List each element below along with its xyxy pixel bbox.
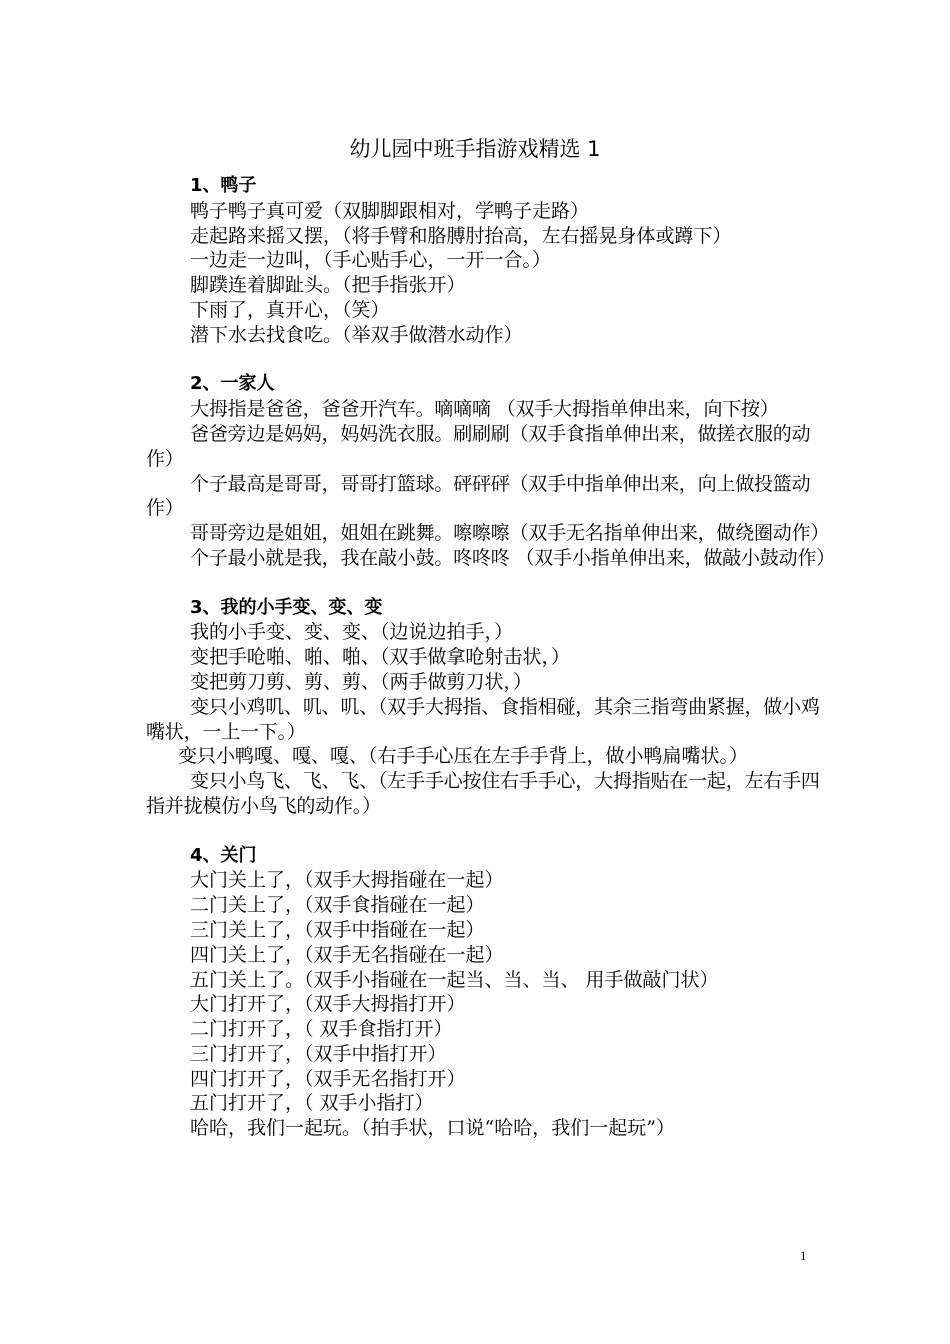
text-line: 变把剪刀剪、剪、剪、（两手做剪刀状，）: [190, 670, 533, 693]
text-line: 变把手呛啪、啪、啪、（双手做拿呛射击状，）: [190, 646, 571, 669]
section-heading: 4、关门: [190, 844, 257, 866]
text-line: 潜下水去找食吃。（举双手做潜水动作）: [190, 323, 523, 346]
text-line: 大门关上了，（双手大拇指碰在一起）: [190, 869, 504, 892]
text-line: 五门打开了，（ 双手小指打）: [190, 1092, 434, 1115]
text-line: 走起路来摇又摆，（将手臂和胳膊肘抬高，左右摇晃身体或蹲下）: [190, 224, 732, 247]
text-line: 大门打开了，（双手大拇指打开）: [190, 993, 466, 1016]
text-line: 三门关上了，（双手中指碰在一起）: [190, 918, 485, 941]
text-paragraph: 变只小鸡叽、叽、叽、（双手大拇指、食指相碰，其余三指弯曲紧握，做小鸡嘴状，一上一下。）: [146, 695, 820, 743]
document-body: [146, 174, 836, 1141]
text-line: 脚蹼连着脚趾头。（把手指张开）: [190, 274, 466, 297]
section-heading: 2、一家人: [190, 373, 275, 395]
text-line: 二门关上了，（双手食指碰在一起）: [190, 894, 485, 917]
text-paragraph: 哥哥旁边是姐姐，姐姐在跳舞。嚓嚓嚓（双手无名指单伸出来，做绕圈动作）: [190, 522, 830, 545]
text-line: 鸭子鸭子真可爱（双脚脚跟相对，学鸭子走路）: [190, 199, 590, 222]
page-title: 幼儿园中班手指游戏精选 1: [349, 137, 601, 161]
text-line: 五门关上了。（双手小指碰在一起当、当、当、 用手做敲门状）: [190, 968, 719, 991]
blank-line: [146, 819, 826, 844]
text-line: 一边走一边叫，（手心贴手心，一开一合。）: [190, 249, 552, 272]
section-heading: 1、鸭子: [190, 175, 257, 196]
text-line: 哈哈，我们一起玩。（拍手状，口说“哈哈，我们一起玩”）: [190, 1117, 675, 1140]
blank-line: [146, 348, 826, 373]
page-number: 1: [800, 1248, 807, 1263]
text-paragraph: 个子最小就是我，我在敲小鼓。咚咚咚 （双手小指单伸出来，做敲小鼓动作）: [190, 546, 836, 569]
text-paragraph: 爸爸旁边是妈妈，妈妈洗衣服。刷刷刷（双手食指单伸出来，做搓衣服的动作）: [146, 422, 811, 470]
section-heading: 3、我的小手变、变、变: [190, 596, 383, 618]
text-line: 二门打开了，（ 双手食指打开）: [190, 1018, 453, 1041]
text-line: 变只小鸭嘎、嘎、嘎、（右手手心压在左手手背上，做小鸭扁嘴状。）: [178, 745, 749, 768]
blank-line: [146, 571, 826, 596]
text-paragraph: 大拇指是爸爸，爸爸开汽车。嘀嘀嘀 （双手大拇指单伸出来，向下按）: [190, 398, 779, 421]
text-line: 我的小手变、变、变、（边说边拍手，）: [190, 621, 514, 644]
text-paragraph: 变只小鸟飞、飞、飞、（左手手心按住右手手心，大拇指贴在一起，左右手四指并拢模仿小鸟飞的动作。）: [146, 770, 820, 817]
text-line: 三门打开了，（双手中指打开）: [190, 1042, 447, 1065]
text-line: 四门打开了，（双手无名指打开）: [190, 1067, 466, 1090]
text-line: 下雨了，真开心，（笑）: [190, 298, 390, 321]
text-line: 四门关上了，（双手无名指碰在一起）: [190, 943, 504, 966]
text-paragraph: 个子最高是哥哥，哥哥打篮球。砰砰砰（双手中指单伸出来，向上做投篮动作）: [146, 472, 811, 520]
